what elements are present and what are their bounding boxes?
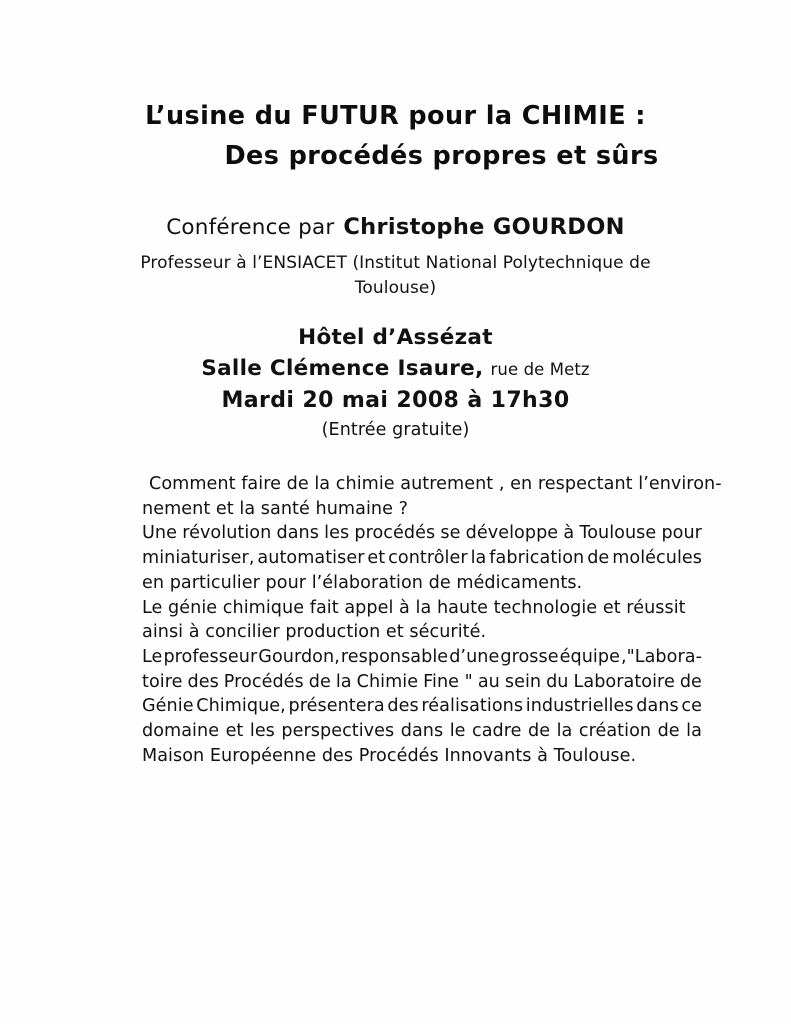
body-word: la bbox=[335, 671, 352, 692]
body-word: dans bbox=[276, 523, 319, 544]
body-word: ,"Labora- bbox=[620, 646, 702, 667]
body-word: molécules bbox=[612, 548, 702, 569]
body-line: Maison Européenne des Procédés Innovants à Toulouse. bbox=[142, 745, 637, 766]
body-word: des bbox=[187, 671, 219, 692]
speaker-line bbox=[0, 212, 791, 244]
body-word: dans bbox=[400, 721, 444, 742]
body-word: Génie bbox=[142, 696, 194, 717]
body-word: de bbox=[679, 671, 702, 692]
body-text bbox=[142, 472, 722, 768]
body-word: industrielles bbox=[525, 696, 634, 717]
body-word: responsable bbox=[340, 646, 449, 667]
body-line: en particulier pour l’élaboration de médicaments. bbox=[142, 572, 583, 593]
venue-room-name: Salle Clémence Isaure, bbox=[201, 356, 484, 381]
body-word: Chimique, bbox=[196, 696, 286, 717]
venue-details bbox=[0, 322, 791, 444]
venue-street: rue de Metz bbox=[490, 360, 590, 379]
body-word: Laboratoire bbox=[573, 671, 675, 692]
body-word: contrôler bbox=[388, 548, 468, 569]
venue-building-name: Hôtel d’Assézat bbox=[298, 325, 493, 350]
body-word: pour bbox=[661, 523, 702, 544]
body-word: miniaturiser, bbox=[142, 548, 255, 569]
body-word: toire bbox=[142, 671, 183, 692]
body-word: développe bbox=[465, 523, 559, 544]
body-word: la bbox=[470, 548, 487, 569]
body-word: au bbox=[477, 671, 500, 692]
body-word: présentera bbox=[288, 696, 385, 717]
body-word: révolution bbox=[182, 523, 272, 544]
body-word: procédés bbox=[354, 523, 436, 544]
body-word: automatiser bbox=[257, 548, 365, 569]
body-word: Chimie bbox=[356, 671, 419, 692]
body-line bbox=[142, 694, 702, 719]
body-line: nement et la santé humaine ? bbox=[142, 498, 408, 519]
body-word: équipe bbox=[559, 646, 620, 667]
body-word: création bbox=[578, 721, 652, 742]
body-word: de bbox=[308, 671, 331, 692]
body-word: fabrication bbox=[489, 548, 585, 569]
event-entry-fee: (Entrée gratuite) bbox=[321, 420, 470, 440]
body-word: ce bbox=[681, 696, 702, 717]
body-word: de bbox=[528, 721, 551, 742]
body-word: se bbox=[440, 523, 461, 544]
body-word: des bbox=[387, 696, 419, 717]
body-word: la bbox=[556, 721, 573, 742]
body-word: domaine bbox=[142, 721, 220, 742]
speaker-name: Christophe GOURDON bbox=[343, 214, 625, 240]
body-line bbox=[142, 645, 702, 670]
body-word: perspectives bbox=[281, 721, 395, 742]
body-line bbox=[142, 670, 702, 695]
body-word: de bbox=[587, 548, 610, 569]
speaker-heading bbox=[0, 212, 791, 244]
title-line-1: L’usine du FUTUR pour la CHIMIE : bbox=[145, 101, 646, 131]
affiliation-line-2: Toulouse) bbox=[354, 277, 437, 298]
body-word: professeur bbox=[163, 646, 258, 667]
body-word: le bbox=[449, 721, 466, 742]
body-line: Le génie chimique fait appel à la haute technologie et réussit bbox=[142, 597, 686, 618]
body-word: Le bbox=[142, 646, 163, 667]
body-word: Fine " bbox=[423, 671, 473, 692]
body-word: Toulouse bbox=[579, 523, 657, 544]
page-title bbox=[0, 96, 791, 176]
body-word: dans bbox=[636, 696, 679, 717]
body-line bbox=[142, 719, 702, 744]
title-line-2: Des procédés propres et sûrs bbox=[224, 141, 659, 171]
speaker-affiliation bbox=[0, 251, 791, 300]
body-word: d’une bbox=[449, 646, 500, 667]
body-line bbox=[142, 546, 702, 571]
event-datetime: Mardi 20 mai 2008 à 17h30 bbox=[221, 388, 570, 413]
body-word: la bbox=[686, 721, 702, 742]
venue-room-line bbox=[0, 353, 791, 385]
body-word: Procédés bbox=[223, 671, 304, 692]
body-word: cadre bbox=[471, 721, 522, 742]
body-line: Comment faire de la chimie autrement , en respectant l’environ- bbox=[149, 474, 722, 494]
body-line: ainsi à concilier production et sécurité. bbox=[142, 622, 487, 643]
affiliation-line-1: Professeur à l’ENSIACET (Institut National Polytechnique de bbox=[140, 253, 651, 273]
body-word: les bbox=[324, 523, 350, 544]
body-line bbox=[142, 521, 702, 546]
body-word: sein bbox=[504, 671, 542, 692]
body-word: et bbox=[367, 548, 386, 569]
body-word: réalisations bbox=[421, 696, 524, 717]
body-word: du bbox=[546, 671, 569, 692]
body-word: les bbox=[249, 721, 275, 742]
body-word: Gourdon, bbox=[258, 646, 340, 667]
body-word: de bbox=[657, 721, 680, 742]
body-word: et bbox=[225, 721, 244, 742]
body-word: à bbox=[563, 523, 575, 544]
body-word: grosse bbox=[500, 646, 559, 667]
body-word: Une bbox=[142, 523, 178, 544]
speaker-intro-label: Conférence par bbox=[166, 215, 335, 240]
